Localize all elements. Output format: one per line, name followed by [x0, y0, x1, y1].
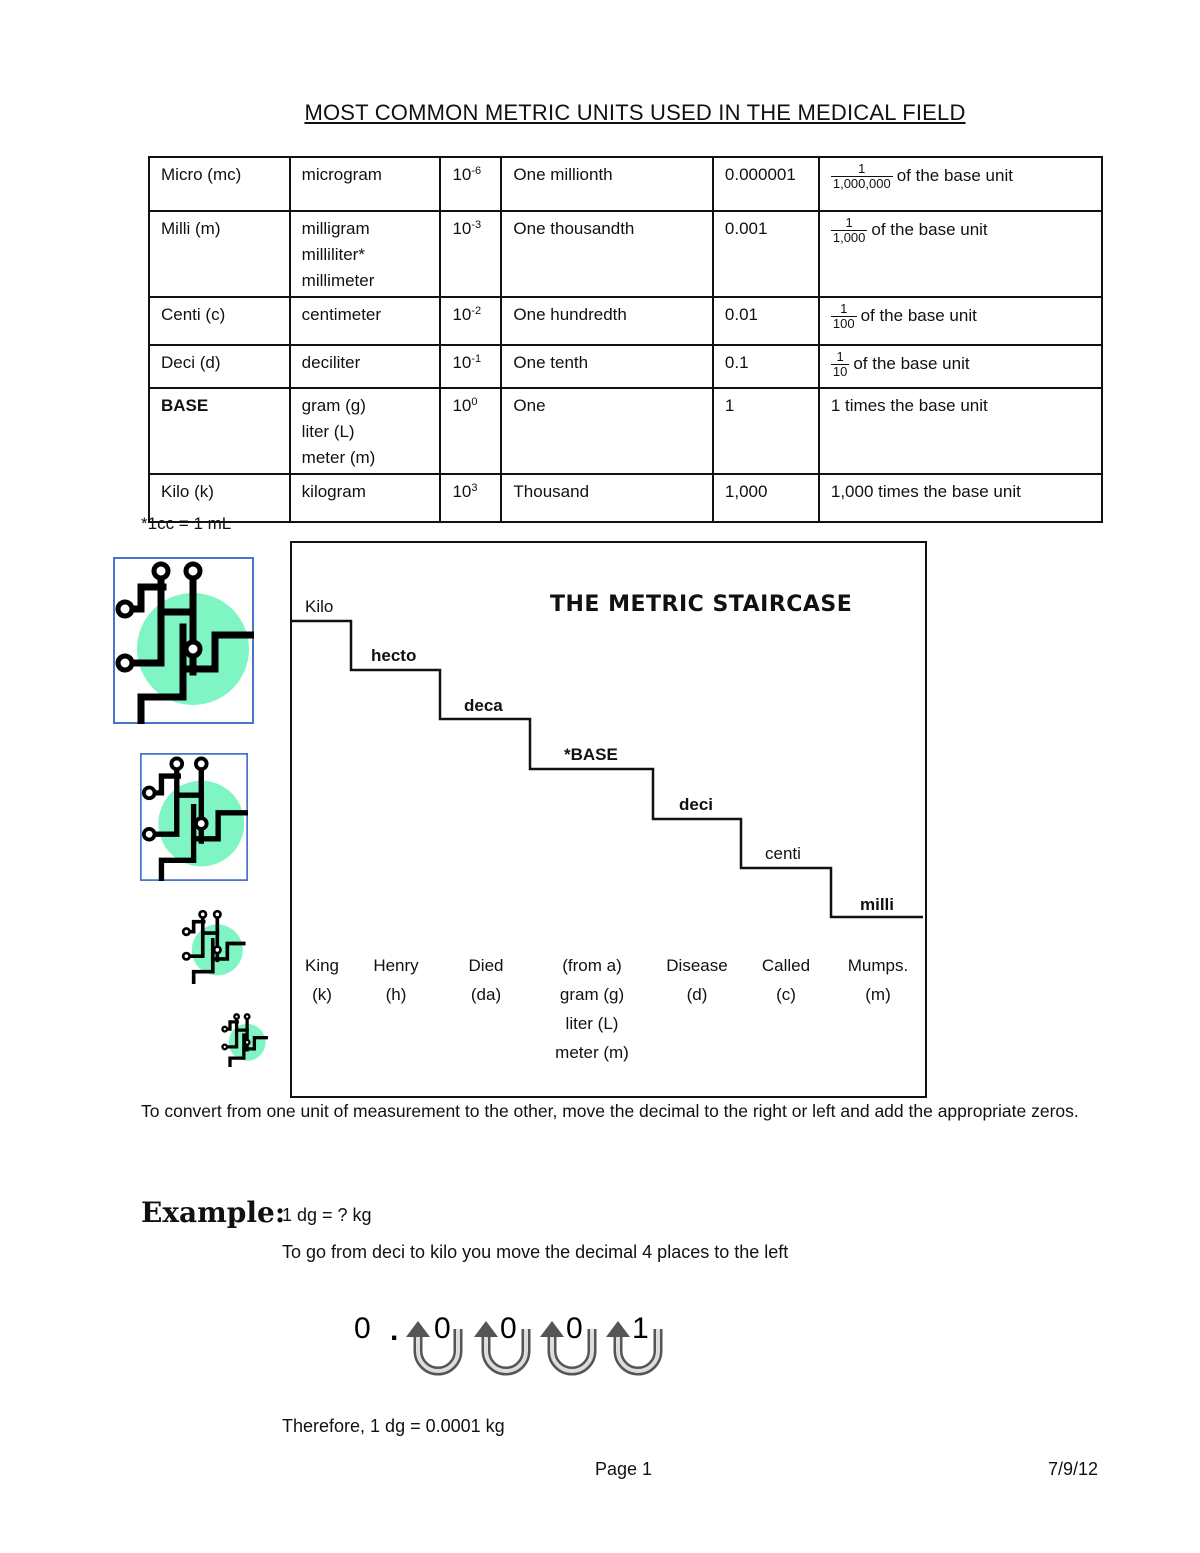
exponent: 0: [471, 396, 478, 408]
step-centi: centi: [765, 844, 801, 863]
fraction: $\frac{1}{1,000}$: [832, 215, 866, 245]
step-hecto: hecto: [371, 646, 417, 665]
exponent: -2: [471, 305, 482, 317]
footer-date: 7/9/12: [1048, 1459, 1099, 1479]
decimal-cell: 0.1: [713, 345, 819, 388]
digit-0b: 0: [434, 1312, 451, 1345]
example-label: Example:: [141, 1196, 286, 1229]
decimal-cell: 1,000: [713, 474, 819, 522]
unit-name: meter (m): [301, 448, 376, 467]
exponent: -3: [471, 219, 482, 231]
unit-name: microgram: [301, 165, 382, 184]
digit-0: 0: [354, 1312, 371, 1345]
decimal-point: .: [390, 1314, 399, 1347]
exponent: -6: [471, 165, 482, 177]
power-cell: $10^0$: [440, 388, 501, 474]
step-milli: milli: [860, 895, 895, 914]
prefix-cell: Kilo (k): [149, 474, 290, 522]
page-number: Page 1: [595, 1459, 653, 1479]
prefix-cell: Milli (m): [149, 211, 290, 297]
fraction-description: of the base unit: [871, 219, 988, 239]
unit-name: liter (L): [301, 422, 355, 441]
staircase-title: THE METRIC STAIRCASE: [550, 592, 853, 617]
example-equation: 1 dg = ? kg: [282, 1205, 372, 1225]
prefix-cell: BASE: [149, 388, 290, 474]
fraction: $\frac{1}{1,000,000}$: [832, 161, 891, 191]
example-explanation: To go from deci to kilo you move the decimal 4 places to the left: [282, 1242, 789, 1262]
unit-name: deciliter: [301, 353, 361, 372]
word-cell: One tenth: [501, 345, 713, 388]
fraction-description: of the base unit: [896, 165, 1013, 185]
mnemonic-henry: Henry (h): [373, 956, 419, 1004]
decimal-cell: 1: [713, 388, 819, 474]
unit-name: milligram: [301, 219, 370, 238]
fraction-description: of the base unit: [853, 353, 970, 373]
word-cell: Thousand: [501, 474, 713, 522]
fraction: $\frac{1}{10}$: [832, 349, 848, 379]
prefix-cell: Micro (mc): [149, 157, 290, 211]
power-cell: $10^{-1}$: [440, 345, 501, 388]
digit-1: 1: [632, 1312, 649, 1345]
step-deca: deca: [464, 696, 503, 715]
footnote: *1cc = 1 mL: [141, 514, 232, 533]
unit-name: centimeter: [301, 305, 382, 324]
decimal-move-diagram: [350, 1305, 680, 1385]
decimal-cell: 0.01: [713, 297, 819, 345]
unit-name: milliliter*: [301, 245, 365, 264]
power-cell: $10^{-2}$: [440, 297, 501, 345]
word-cell: One millionth: [501, 157, 713, 211]
power-cell: $10^3$: [440, 474, 501, 522]
unit-name: millimeter: [301, 271, 375, 290]
digit-0d: 0: [566, 1312, 583, 1345]
word-cell: One: [501, 388, 713, 474]
word-cell: One thousandth: [501, 211, 713, 297]
decimal-cell: 0.000001: [713, 157, 819, 211]
fraction-description: of the base unit: [860, 305, 977, 325]
fraction: $\frac{1}{100}$: [832, 301, 855, 331]
mnemonic-base: (from a) gram (g) liter (L) meter (m): [555, 956, 629, 1062]
prefix-cell: Centi (c): [149, 297, 290, 345]
digit-0c: 0: [500, 1312, 517, 1345]
prefix-cell: Deci (d): [149, 345, 290, 388]
power-cell: $10^{-3}$: [440, 211, 501, 297]
power-cell: $10^{-6}$: [440, 157, 501, 211]
exponent: -1: [471, 353, 482, 365]
step-base: *BASE: [564, 745, 618, 764]
exponent: 3: [471, 482, 478, 494]
example-result: Therefore, 1 dg = 0.0001 kg: [282, 1416, 505, 1436]
mnemonic-mumps: Mumps. (m): [847, 956, 909, 1004]
step-kilo: Kilo: [305, 597, 334, 616]
fraction-description: 1,000 times the base unit: [830, 482, 1021, 501]
step-deci: deci: [679, 795, 714, 814]
conversion-instructions: To convert from one unit of measurement to the other, move the decimal to the right or left and add the appropriate zeros.: [141, 1101, 1079, 1121]
mnemonic-disease: Disease (d): [666, 956, 728, 1004]
mnemonic-died: Died (da): [468, 956, 504, 1004]
unit-name: gram (g): [301, 396, 366, 415]
document-title: MOST COMMON METRIC UNITS USED IN THE MEDICAL FIELD: [304, 100, 966, 125]
decimal-cell: 0.001: [713, 211, 819, 297]
fraction-description: 1 times the base unit: [830, 396, 988, 415]
unit-name: kilogram: [301, 482, 366, 501]
mnemonic-king: King (k): [304, 956, 340, 1004]
word-cell: One hundredth: [501, 297, 713, 345]
mnemonic-called: Called (c): [761, 956, 811, 1004]
